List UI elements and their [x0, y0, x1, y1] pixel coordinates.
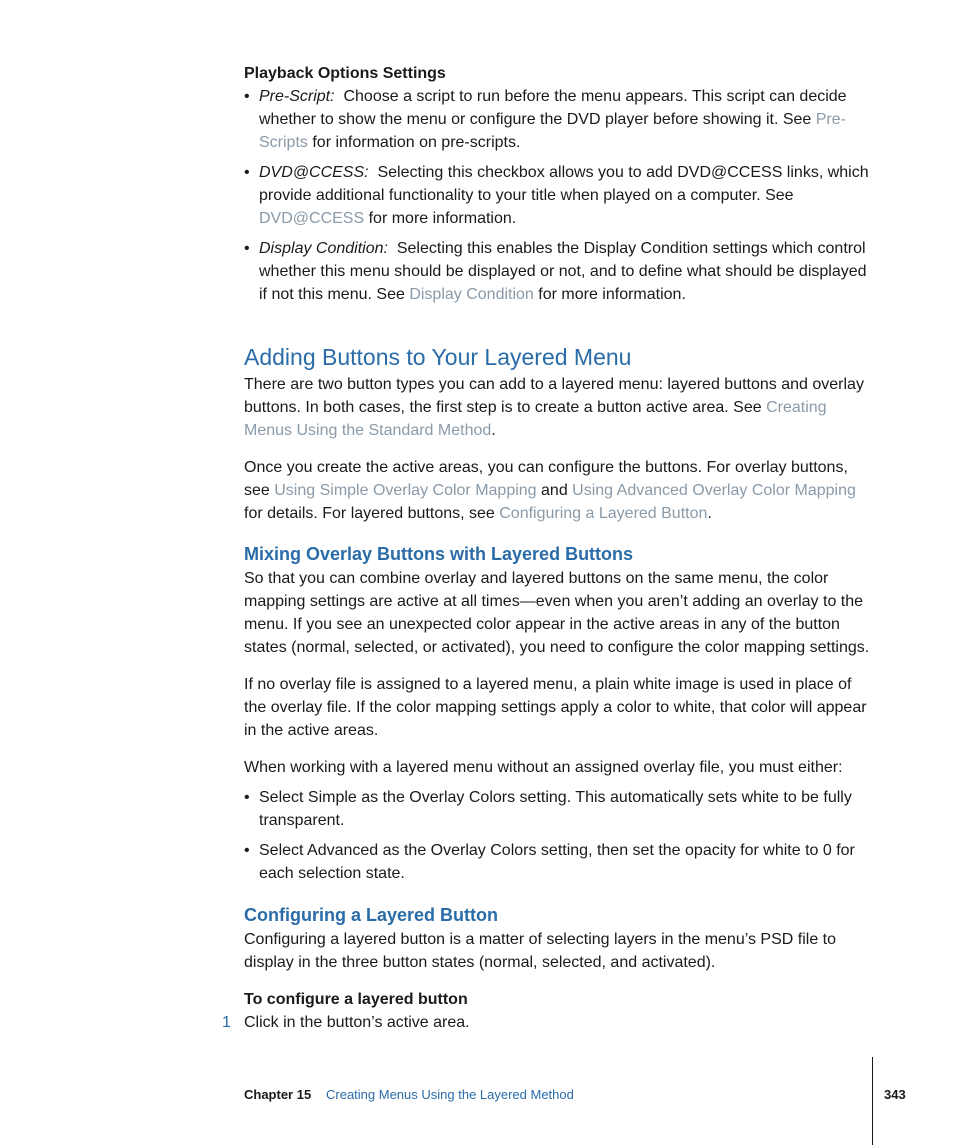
adding-para-2-mid: for details. For layered buttons, see [244, 505, 500, 522]
list-item-pre-script [244, 85, 876, 154]
select-simple-text: Select Simple as the Overlay Colors setting. This automatically sets white to be fully transparent. [259, 789, 852, 829]
link-advanced-overlay-mapping[interactable]: Using Advanced Overlay Color Mapping [572, 482, 856, 499]
subsection-title-mixing: Mixing Overlay Buttons with Layered Buttons [244, 544, 634, 564]
list-item-dvd-access [244, 161, 876, 230]
bullet-dot: • [244, 240, 250, 257]
footer-divider [872, 1057, 873, 1145]
footer-chapter-title[interactable]: Creating Menus Using the Layered Method [326, 1087, 574, 1102]
adding-para-2-end: . [707, 505, 712, 522]
subsection-title-configuring: Configuring a Layered Button [244, 905, 498, 925]
adding-para-1-end: . [491, 422, 496, 439]
bullet-dot: • [244, 842, 250, 859]
page-number: 343 [884, 1087, 906, 1102]
dvd-access-text-after: for more information. [364, 210, 517, 227]
display-condition-text: Selecting this enables the Display Condition settings which control whether this menu should be displayed or not, and to define what should be displayed if not this menu. See [259, 240, 867, 303]
link-simple-overlay-mapping[interactable]: Using Simple Overlay Color Mapping [274, 482, 537, 499]
bullet-dot: • [244, 164, 250, 181]
adding-para-2-text: Once you create the active areas, you can configure the buttons. For overlay buttons, see [244, 459, 848, 499]
dvd-access-text: Selecting this checkbox allows you to add DVD@CCESS links, which provide additional functionality to your title when played on a computer. See [259, 164, 869, 204]
task-heading: To configure a layered button [244, 991, 468, 1008]
step-number: 1 [222, 1014, 231, 1031]
list-item-select-simple [244, 786, 876, 832]
link-pre-scripts[interactable]: Pre-Scripts [259, 111, 846, 151]
bullet-dot: • [244, 88, 250, 105]
link-creating-menus-standard[interactable]: Creating Menus Using the Standard Method [244, 399, 827, 439]
pre-script-text-after: for information on pre-scripts. [307, 134, 521, 151]
playback-options-heading: Playback Options Settings [244, 65, 446, 82]
term-dvd-access: DVD@CCESS: [259, 164, 369, 181]
footer-chapter-label: Chapter 15 [244, 1087, 312, 1102]
section-title-adding-buttons: Adding Buttons to Your Layered Menu [244, 344, 632, 370]
link-dvd-access[interactable]: DVD@CCESS [259, 210, 365, 227]
term-display-condition: Display Condition: [259, 240, 388, 257]
display-condition-text-after: for more information. [533, 286, 686, 303]
link-configuring-layered-button[interactable]: Configuring a Layered Button [499, 505, 708, 522]
adding-para-1 [244, 373, 876, 442]
list-item-select-advanced [244, 839, 876, 885]
configuring-para-1: Configuring a layered button is a matter of selecting layers in the menu’s PSD file to display in the three button states (normal, selected, and activated). [244, 931, 837, 971]
mixing-para-1: So that you can combine overlay and layered buttons on the same menu, the color mapping settings are active at all times—even when you aren’t adding an overlay to the menu. If you see an unexpected color appear in the active areas in any of the button states (normal, selected, or activated), you need to configure the color mapping settings. [244, 570, 870, 656]
mixing-para-3: When working with a layered menu without an assigned overlay file, you must either: [244, 759, 843, 776]
bullet-dot: • [244, 789, 250, 806]
step-1-text: Click in the button’s active area. [244, 1014, 470, 1031]
adding-para-1-text: There are two button types you can add to a layered menu: layered buttons and overlay buttons. In both cases, the first step is to create a button active area. See [244, 376, 864, 416]
adding-para-2 [244, 456, 876, 525]
term-pre-script: Pre-Script: [259, 88, 335, 105]
link-display-condition[interactable]: Display Condition [409, 286, 534, 303]
select-advanced-text: Select Advanced as the Overlay Colors setting, then set the opacity for white to 0 for each selection state. [259, 842, 855, 882]
adding-para-2-and: and [536, 482, 573, 499]
mixing-para-2: If no overlay file is assigned to a layered menu, a plain white image is used in place of the overlay file. If the color mapping settings apply a color to white, that color will appear in the active areas. [244, 676, 867, 739]
pre-script-text: Choose a script to run before the menu appears. This script can decide whether to show the menu or configure the DVD player before showing it. See [259, 88, 847, 128]
list-item-display-condition [244, 237, 876, 306]
